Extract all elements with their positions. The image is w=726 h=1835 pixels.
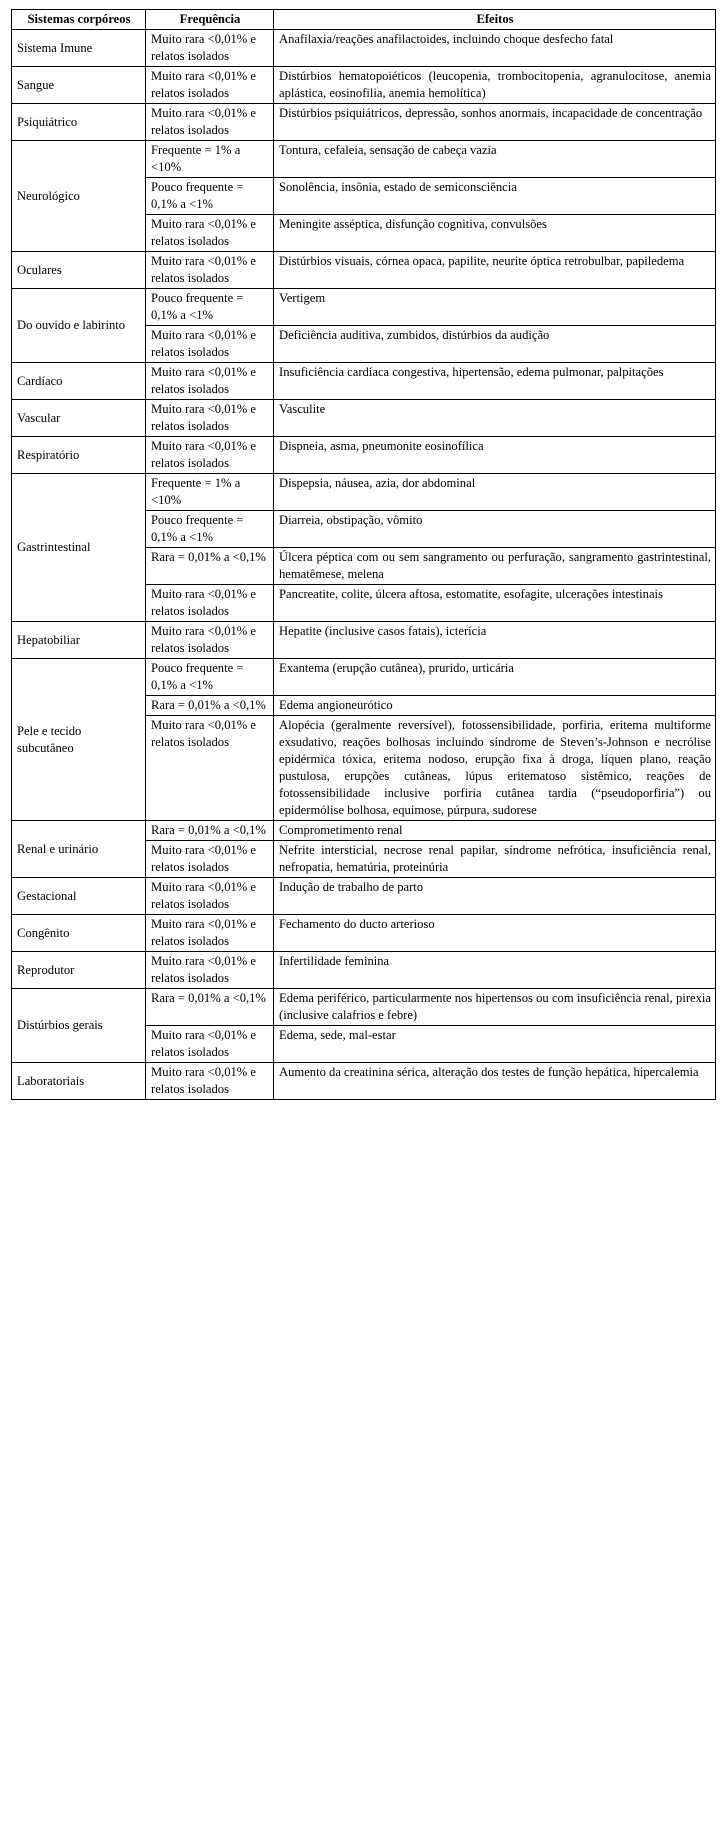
frequency-cell: Rara = 0,01% a <0,1% [146, 989, 274, 1026]
table-row [12, 141, 716, 178]
system-cell: Renal e urinário [12, 821, 146, 878]
header-sistemas: Sistemas corpóreos [12, 10, 146, 30]
system-cell: Sistema Imune [12, 30, 146, 67]
system-cell: Do ouvido e labirinto [12, 289, 146, 363]
effects-cell: Vertigem [274, 289, 716, 326]
effects-cell: Comprometimento renal [274, 821, 716, 841]
effects-cell: Distúrbios psiquiátricos, depressão, sonhos anormais, incapacidade de concentração [274, 104, 716, 141]
table-row [12, 821, 716, 841]
header-frequencia: Frequência [146, 10, 274, 30]
system-cell: Oculares [12, 252, 146, 289]
effects-cell: Edema, sede, mal-estar [274, 1026, 716, 1063]
frequency-cell: Pouco frequente = 0,1% a <1% [146, 511, 274, 548]
table-row [12, 400, 716, 437]
system-cell: Psiquiátrico [12, 104, 146, 141]
table-row [12, 1063, 716, 1100]
effects-cell: Hepatite (inclusive casos fatais), icterícia [274, 622, 716, 659]
system-cell: Congênito [12, 915, 146, 952]
effects-cell: Distúrbios visuais, córnea opaca, papilite, neurite óptica retrobulbar, papiledema [274, 252, 716, 289]
table-row [12, 104, 716, 141]
table-row [12, 67, 716, 104]
system-cell: Sangue [12, 67, 146, 104]
system-cell: Respiratório [12, 437, 146, 474]
frequency-cell: Muito rara <0,01% e relatos isolados [146, 716, 274, 821]
effects-cell: Exantema (erupção cutânea), prurido, urticária [274, 659, 716, 696]
effects-cell: Infertilidade feminina [274, 952, 716, 989]
adverse-effects-table [11, 9, 716, 1100]
frequency-cell: Muito rara <0,01% e relatos isolados [146, 915, 274, 952]
table-row [12, 363, 716, 400]
effects-cell: Dispneia, asma, pneumonite eosinofílica [274, 437, 716, 474]
effects-cell: Diarreia, obstipação, vômito [274, 511, 716, 548]
system-cell: Reprodutor [12, 952, 146, 989]
system-cell: Gestacional [12, 878, 146, 915]
frequency-cell: Pouco frequente = 0,1% a <1% [146, 289, 274, 326]
table-row [12, 622, 716, 659]
frequency-cell: Muito rara <0,01% e relatos isolados [146, 215, 274, 252]
effects-cell: Anafilaxia/reações anafilactoides, incluindo choque desfecho fatal [274, 30, 716, 67]
frequency-cell: Rara = 0,01% a <0,1% [146, 821, 274, 841]
frequency-cell: Muito rara <0,01% e relatos isolados [146, 67, 274, 104]
table-row [12, 989, 716, 1026]
frequency-cell: Rara = 0,01% a <0,1% [146, 696, 274, 716]
effects-cell: Deficiência auditiva, zumbidos, distúrbios da audição [274, 326, 716, 363]
effects-cell: Edema periférico, particularmente nos hipertensos ou com insuficiência renal, pirexia (inclusive calafrios e febre) [274, 989, 716, 1026]
frequency-cell: Pouco frequente = 0,1% a <1% [146, 178, 274, 215]
effects-cell: Fechamento do ducto arterioso [274, 915, 716, 952]
frequency-cell: Muito rara <0,01% e relatos isolados [146, 326, 274, 363]
frequency-cell: Rara = 0,01% a <0,1% [146, 548, 274, 585]
system-cell: Laboratoriais [12, 1063, 146, 1100]
table-row [12, 878, 716, 915]
frequency-cell: Pouco frequente = 0,1% a <1% [146, 659, 274, 696]
frequency-cell: Muito rara <0,01% e relatos isolados [146, 400, 274, 437]
effects-cell: Insuficiência cardíaca congestiva, hipertensão, edema pulmonar, palpitações [274, 363, 716, 400]
system-cell: Vascular [12, 400, 146, 437]
effects-cell: Aumento da creatinina sérica, alteração dos testes de função hepática, hipercalemia [274, 1063, 716, 1100]
frequency-cell: Muito rara <0,01% e relatos isolados [146, 878, 274, 915]
frequency-cell: Muito rara <0,01% e relatos isolados [146, 30, 274, 67]
table-row [12, 659, 716, 696]
effects-cell: Úlcera péptica com ou sem sangramento ou perfuração, sangramento gastrintestinal, hematêmese, melena [274, 548, 716, 585]
frequency-cell: Frequente = 1% a <10% [146, 474, 274, 511]
table-row [12, 289, 716, 326]
frequency-cell: Muito rara <0,01% e relatos isolados [146, 437, 274, 474]
system-cell: Neurológico [12, 141, 146, 252]
table-row [12, 252, 716, 289]
system-cell: Cardíaco [12, 363, 146, 400]
frequency-cell: Muito rara <0,01% e relatos isolados [146, 104, 274, 141]
frequency-cell: Muito rara <0,01% e relatos isolados [146, 622, 274, 659]
table-header-row [12, 10, 716, 30]
frequency-cell: Muito rara <0,01% e relatos isolados [146, 363, 274, 400]
frequency-cell: Muito rara <0,01% e relatos isolados [146, 1063, 274, 1100]
frequency-cell: Muito rara <0,01% e relatos isolados [146, 585, 274, 622]
effects-cell: Dispepsia, náusea, azia, dor abdominal [274, 474, 716, 511]
effects-cell: Vasculite [274, 400, 716, 437]
effects-cell: Edema angioneurótico [274, 696, 716, 716]
system-cell: Pele e tecido subcutâneo [12, 659, 146, 821]
frequency-cell: Muito rara <0,01% e relatos isolados [146, 1026, 274, 1063]
frequency-cell: Muito rara <0,01% e relatos isolados [146, 841, 274, 878]
effects-cell: Distúrbios hematopoiéticos (leucopenia, trombocitopenia, agranulocitose, anemia aplástica, eosinofilia, anemia hemolítica) [274, 67, 716, 104]
effects-cell: Sonolência, insônia, estado de semiconsciência [274, 178, 716, 215]
effects-cell: Pancreatite, colite, úlcera aftosa, estomatite, esofagite, ulcerações intestinais [274, 585, 716, 622]
effects-cell: Meningite asséptica, disfunção cognitiva, convulsões [274, 215, 716, 252]
frequency-cell: Muito rara <0,01% e relatos isolados [146, 952, 274, 989]
table-row [12, 474, 716, 511]
system-cell: Hepatobiliar [12, 622, 146, 659]
header-efeitos: Efeitos [274, 10, 716, 30]
table-row [12, 952, 716, 989]
effects-cell: Alopécia (geralmente reversível), fotossensibilidade, porfiria, eritema multiforme exsudativo, reações bolhosas incluindo síndrome de Steven’s-Johnson e necrólise epidérmica tóxica, eritema nodoso, erupção fixa à droga, líquen plano, reação pustulosa, erupções cutâneas, lúpus eritematoso sistêmico, reações de fotossensibilidade inclusive porfiria cutânea tardia (“pseudoporfiria”) ou epidermólise bolhosa, equimose, púrpura, sudorese [274, 716, 716, 821]
table-row [12, 30, 716, 67]
effects-cell: Indução de trabalho de parto [274, 878, 716, 915]
frequency-cell: Muito rara <0,01% e relatos isolados [146, 252, 274, 289]
system-cell: Gastrintestinal [12, 474, 146, 622]
table-row [12, 915, 716, 952]
frequency-cell: Frequente = 1% a <10% [146, 141, 274, 178]
effects-cell: Nefrite intersticial, necrose renal papilar, síndrome nefrótica, insuficiência renal, nefropatia, hematúria, proteinúria [274, 841, 716, 878]
effects-cell: Tontura, cefaleia, sensação de cabeça vazia [274, 141, 716, 178]
table-row [12, 437, 716, 474]
system-cell: Distúrbios gerais [12, 989, 146, 1063]
